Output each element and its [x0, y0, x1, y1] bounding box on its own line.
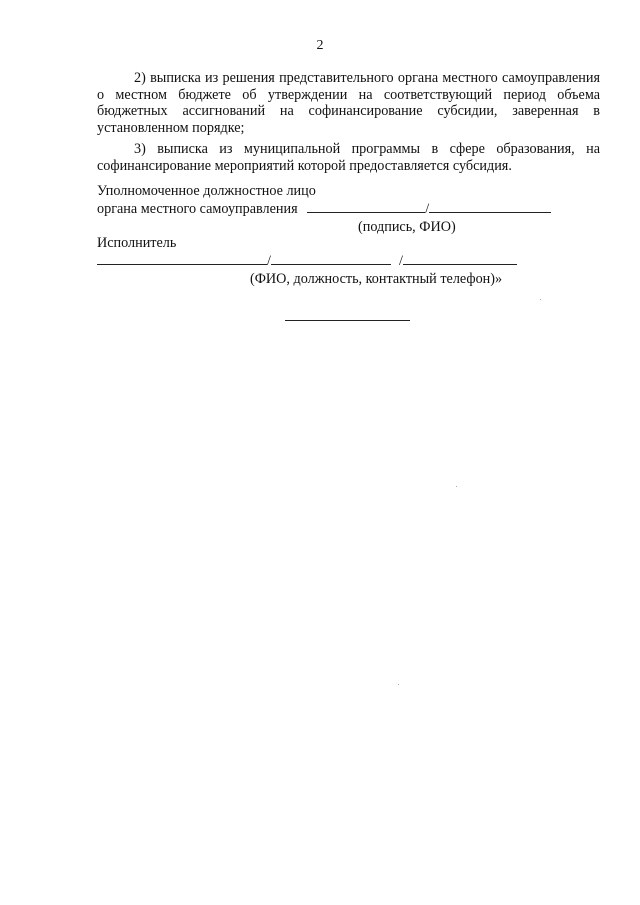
executor-label: Исполнитель: [97, 235, 177, 251]
executor-slash-2: /: [398, 253, 403, 269]
scan-speck: [398, 684, 399, 685]
executor-row: [97, 252, 517, 270]
signature-blank: [307, 200, 425, 213]
official-title-line1: Уполномоченное должностное лицо: [97, 183, 316, 199]
executor-slash-1: /: [267, 253, 271, 269]
executor-position-blank: [271, 252, 391, 265]
list-item-extract-municipal-program: 3) выписка из муниципальной программы в сфере образования, на софинансирование мероприятий которой предоставляется субсидия.: [97, 141, 600, 174]
page-number: 2: [316, 38, 324, 53]
official-title-line2: органа местного самоуправления: [97, 201, 298, 217]
name-blank: [429, 200, 551, 213]
executor-caption: (ФИО, должность, контактный телефон)»: [250, 271, 503, 287]
scan-speck: [540, 299, 541, 300]
closing-divider: [285, 320, 410, 321]
official-caption: (подпись, ФИО): [358, 219, 456, 235]
signature-slash: /: [425, 201, 430, 217]
list-item-extract-budget-decision: 2) выписка из решения представительного органа местного самоуправления о местном бюджете об утверждении на соответствующий период объема бюджетных ассигнований на софинансирование субсидии, заверенная в установленном порядке;: [97, 70, 600, 136]
official-signature-row: [97, 200, 551, 218]
executor-phone-blank: [403, 252, 517, 265]
executor-name-blank: [97, 252, 267, 265]
scan-speck: [456, 486, 457, 487]
